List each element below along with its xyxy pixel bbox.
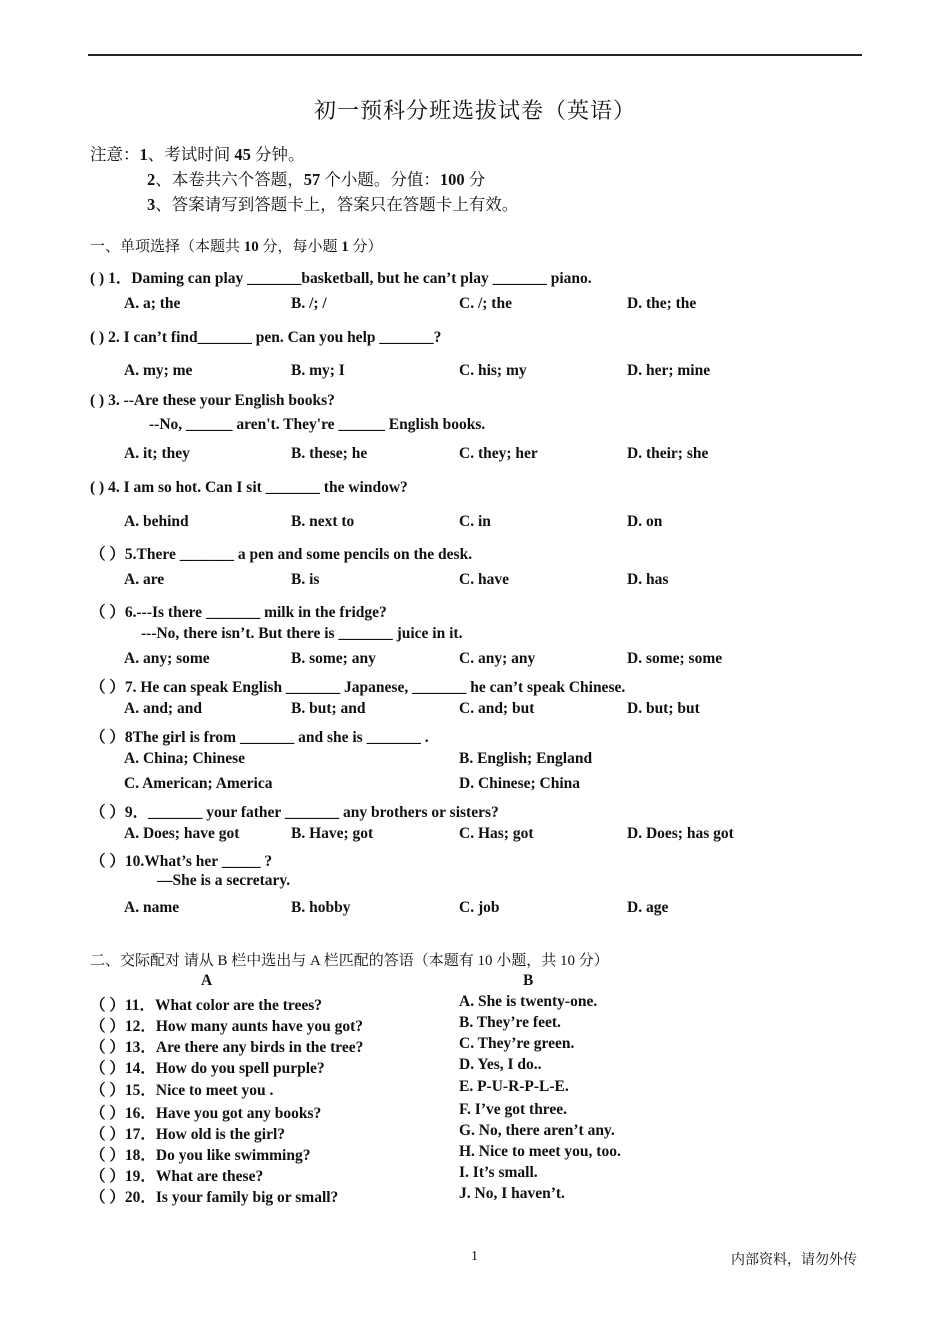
option: A. China; Chinese xyxy=(124,750,246,767)
question-stem: （ ）9．_______ your father _______ any brothers or sisters? xyxy=(90,804,499,821)
option: A. Does; have got xyxy=(124,825,240,842)
option: C. have xyxy=(459,571,509,588)
match-question: （ ）19．What are these? xyxy=(90,1168,264,1185)
option: C. in xyxy=(459,513,491,530)
question-stem-reply: ---No, there isn’t. But there is _______ juice in it. xyxy=(141,625,463,642)
option: A. are xyxy=(124,571,165,588)
notes-line-2: 2、本卷共六个答题，57 个小题。分值：100 分 xyxy=(147,170,486,189)
question-stem: （ ）5.There _______ a pen and some pencils on the desk. xyxy=(90,546,473,563)
option: A. a; the xyxy=(124,295,181,312)
header-rule xyxy=(88,54,862,56)
question-stem: （ ）10.What’s her _____ ? xyxy=(90,853,273,870)
option: B. some; any xyxy=(291,650,376,667)
match-question: （ ）16．Have you got any books? xyxy=(90,1105,322,1122)
column-a-header: A xyxy=(201,972,213,989)
match-question: （ ）15．Nice to meet you . xyxy=(90,1082,274,1099)
option: D. their; she xyxy=(627,445,709,462)
option: B. next to xyxy=(291,513,355,530)
match-answer: A. She is twenty-one. xyxy=(459,993,598,1010)
option: C. and; but xyxy=(459,700,535,717)
option: B. /; / xyxy=(291,295,327,312)
match-question: （ ）20．Is your family big or small? xyxy=(90,1189,339,1206)
match-question: （ ）18．Do you like swimming? xyxy=(90,1147,311,1164)
exam-title: 初一预科分班选拔试卷（英语） xyxy=(313,98,636,123)
question-stem: （ ）6.---Is there _______ milk in the fridge? xyxy=(90,604,387,621)
question-stem: ( ) 2. I can’t find_______ pen. Can you help _______? xyxy=(90,329,442,346)
option: A. it; they xyxy=(124,445,190,462)
match-answer: I. It’s small. xyxy=(459,1164,538,1181)
question-stem: （ ）8The girl is from _______ and she is _______ . xyxy=(90,729,429,746)
option: A. name xyxy=(124,899,180,916)
section2-heading: 二、交际配对 请从 B 栏中选出与 A 栏匹配的答语（本题有 10 小题，共 10 分） xyxy=(90,953,609,969)
option: B. is xyxy=(291,571,320,588)
option: B. my; I xyxy=(291,362,345,379)
option: D. Does; has got xyxy=(627,825,734,842)
column-b-header: B xyxy=(523,972,534,989)
option: D. age xyxy=(627,899,669,916)
option: D. some; some xyxy=(627,650,723,667)
option: D. her; mine xyxy=(627,362,711,379)
option: C. his; my xyxy=(459,362,527,379)
question-stem: ( ) 4. I am so hot. Can I sit _______ the window? xyxy=(90,479,408,496)
match-answer: C. They’re green. xyxy=(459,1035,575,1052)
question-stem-reply: --No, ______ aren't. They're ______ English books. xyxy=(149,416,486,433)
option: B. but; and xyxy=(291,700,366,717)
match-answer: F. I’ve got three. xyxy=(459,1101,568,1118)
notes-line-3: 3、答案请写到答题卡上，答案只在答题卡上有效。 xyxy=(147,195,519,214)
match-answer: B. They’re feet. xyxy=(459,1014,561,1031)
notes-label: 注意： xyxy=(90,145,140,164)
match-answer: E. P-U-R-P-L-E. xyxy=(459,1078,569,1095)
question-stem-reply: —She is a secretary. xyxy=(157,872,291,889)
question-stem: ( ) 1．Daming can play _______basketball, but he can’t play _______ piano. xyxy=(90,270,592,287)
match-answer: J. No, I haven’t. xyxy=(459,1185,565,1202)
match-question: （ ）13．Are there any birds in the tree? xyxy=(90,1039,364,1056)
match-question: （ ）14．How do you spell purple? xyxy=(90,1060,325,1077)
option: D. on xyxy=(627,513,663,530)
question-stem: ( ) 3. --Are these your English books? xyxy=(90,392,335,409)
option: C. they; her xyxy=(459,445,538,462)
match-question: （ ）17．How old is the girl? xyxy=(90,1126,286,1143)
option: B. English; England xyxy=(459,750,593,767)
option: C. any; any xyxy=(459,650,536,667)
match-answer: G. No, there aren’t any. xyxy=(459,1122,615,1139)
match-answer: H. Nice to meet you, too. xyxy=(459,1143,621,1160)
question-stem: （ ）7. He can speak English _______ Japanese, _______ he can’t speak Chinese. xyxy=(90,679,626,696)
option: A. my; me xyxy=(124,362,193,379)
page-number: 1 xyxy=(471,1249,478,1264)
section1-heading: 一、单项选择（本题共 10 分，每小题 1 分） xyxy=(90,239,383,255)
match-question: （ ）12．How many aunts have you got? xyxy=(90,1018,363,1035)
option: C. Has; got xyxy=(459,825,534,842)
option: C. job xyxy=(459,899,500,916)
option: D. but; but xyxy=(627,700,700,717)
option: A. any; some xyxy=(124,650,210,667)
option: B. these; he xyxy=(291,445,368,462)
option: A. behind xyxy=(124,513,189,530)
option: C. /; the xyxy=(459,295,512,312)
option: A. and; and xyxy=(124,700,202,717)
option: D. the; the xyxy=(627,295,697,312)
option: B. hobby xyxy=(291,899,351,916)
option: D. has xyxy=(627,571,669,588)
match-answer: D. Yes, I do.. xyxy=(459,1056,542,1073)
notes-line-1: 注意：1、考试时间 45 分钟。 xyxy=(90,145,305,164)
footer-note: 内部资料，请勿外传 xyxy=(731,1253,857,1268)
option: D. Chinese; China xyxy=(459,775,581,792)
option: B. Have; got xyxy=(291,825,374,842)
match-question: （ ）11．What color are the trees? xyxy=(90,997,323,1014)
option: C. American; America xyxy=(124,775,273,792)
